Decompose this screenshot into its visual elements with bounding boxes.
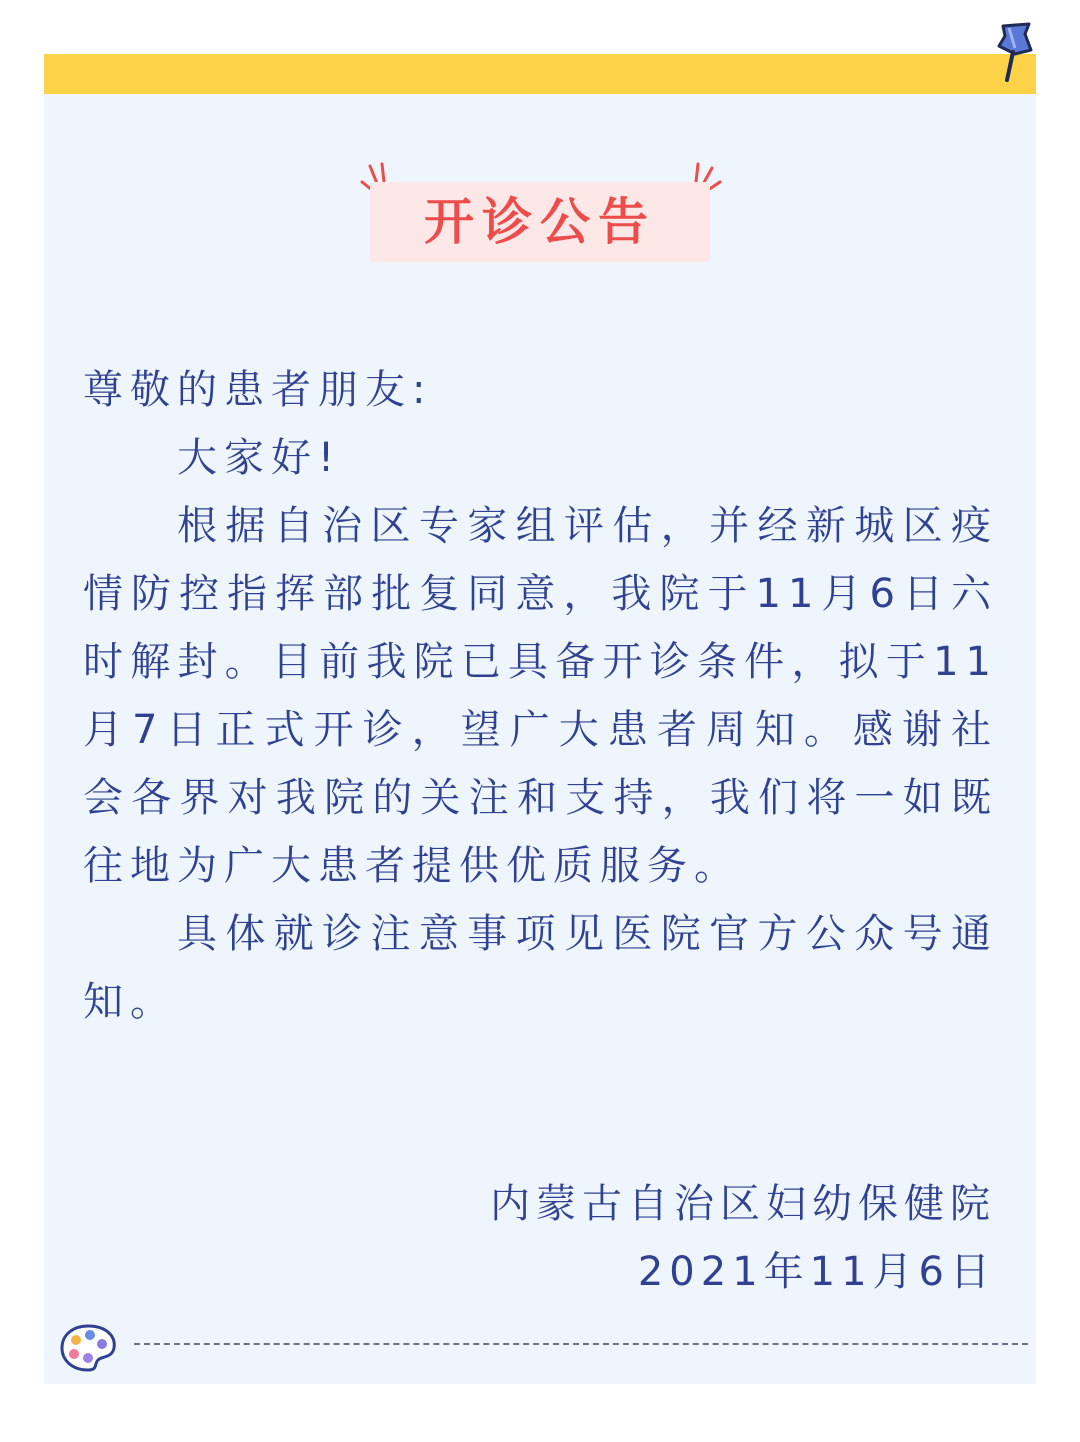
greeting: 尊敬的患者朋友: xyxy=(83,367,433,413)
footer-dashed-divider xyxy=(134,1343,1028,1345)
signature-organization: 内蒙古自治区妇幼保健院 xyxy=(490,1181,996,1227)
notice-title-banner xyxy=(370,182,710,262)
signature-date: 2021年11月6日 xyxy=(637,1249,996,1295)
notice-body xyxy=(83,424,998,1036)
paragraph-salutation: 大家好! xyxy=(177,435,342,481)
pushpin-icon xyxy=(985,16,1045,86)
paragraph-announcement: 根据自治区专家组评估，并经新城区疫情防控指挥部批复同意，我院于11月6日六时解封。目前我院已具备开诊条件，拟于11月7日正式开诊，望广大患者周知。感谢社会各界对我院的关注和支持，我们将一如既往地为广大患者提供优质服务。 xyxy=(83,503,998,889)
paint-palette-icon xyxy=(58,1322,118,1372)
paragraph-instructions: 具体就诊注意事项见医院官方公众号通知。 xyxy=(83,911,998,1025)
top-accent-bar xyxy=(44,54,1036,94)
notice-title: 开诊公告 xyxy=(424,193,656,251)
